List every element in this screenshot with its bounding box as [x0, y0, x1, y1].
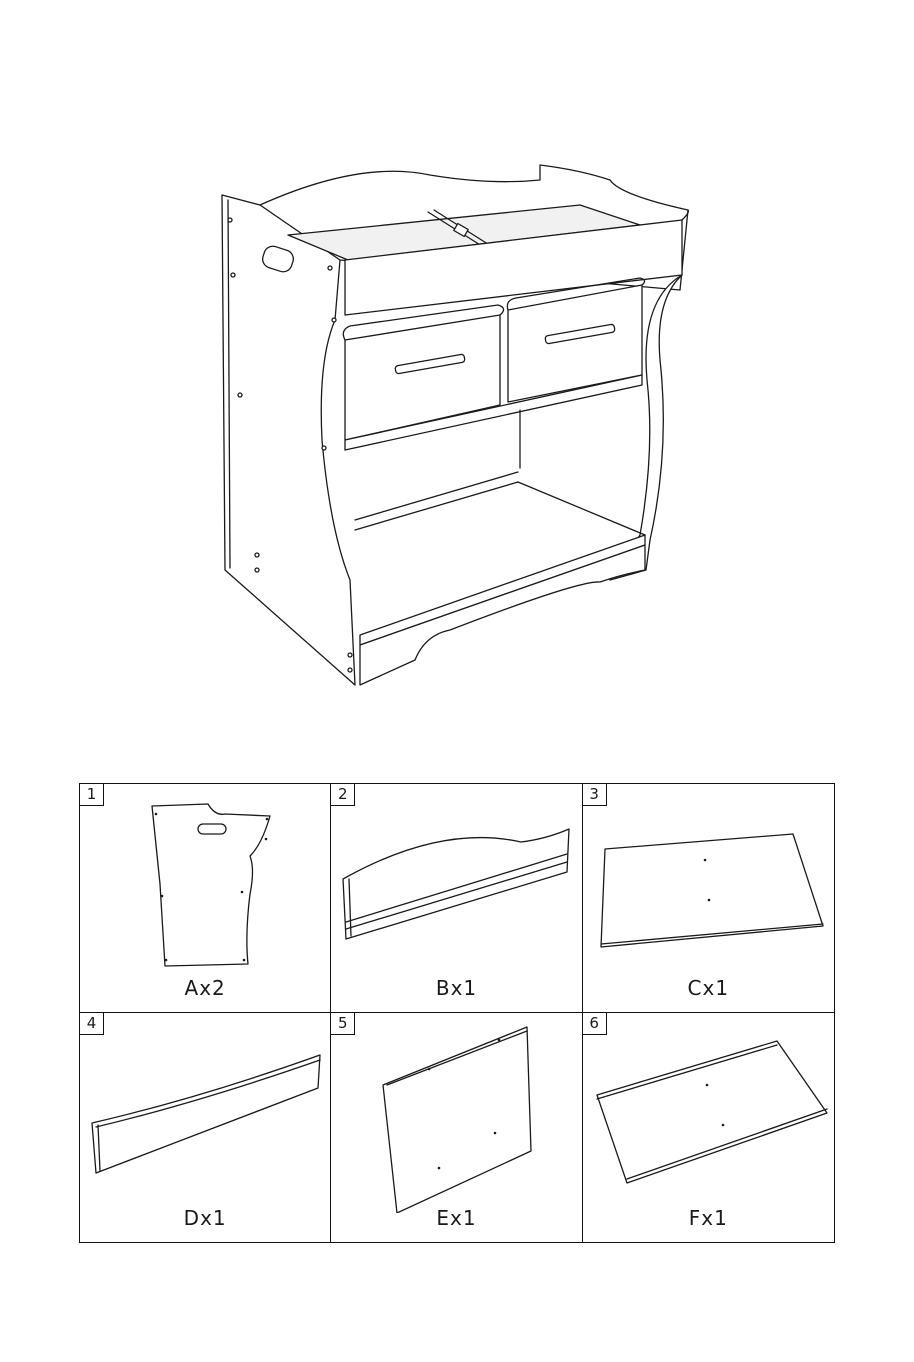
part-label: Ax2	[184, 976, 226, 1000]
part-b-back-rail-drawing	[331, 784, 582, 984]
part-cell-b	[331, 784, 582, 1013]
part-number: 2	[331, 784, 355, 806]
part-number: 4	[80, 1013, 104, 1035]
part-c-top-board-drawing	[583, 784, 834, 984]
part-cell-f	[583, 1013, 834, 1242]
part-cell-c	[583, 784, 834, 1013]
part-number: 6	[583, 1013, 607, 1035]
part-label: Cx1	[687, 976, 730, 1000]
part-number: 3	[583, 784, 607, 806]
part-label: Ex1	[436, 1206, 477, 1230]
parts-list-grid	[79, 783, 835, 1243]
part-number: 1	[80, 784, 104, 806]
part-f-bottom-shelf-drawing	[583, 1013, 834, 1213]
part-label: Dx1	[183, 1206, 227, 1230]
part-label: Fx1	[688, 1206, 728, 1230]
part-cell-e	[331, 1013, 582, 1242]
part-label: Bx1	[435, 976, 478, 1000]
part-cell-a	[80, 784, 331, 1013]
assembled-changing-table-illustration	[200, 150, 720, 700]
part-e-back-panel-drawing	[331, 1013, 582, 1213]
part-d-front-rail-drawing	[80, 1013, 331, 1213]
part-cell-d	[80, 1013, 331, 1242]
part-a-side-panel-drawing	[80, 784, 331, 984]
part-number: 5	[331, 1013, 355, 1035]
